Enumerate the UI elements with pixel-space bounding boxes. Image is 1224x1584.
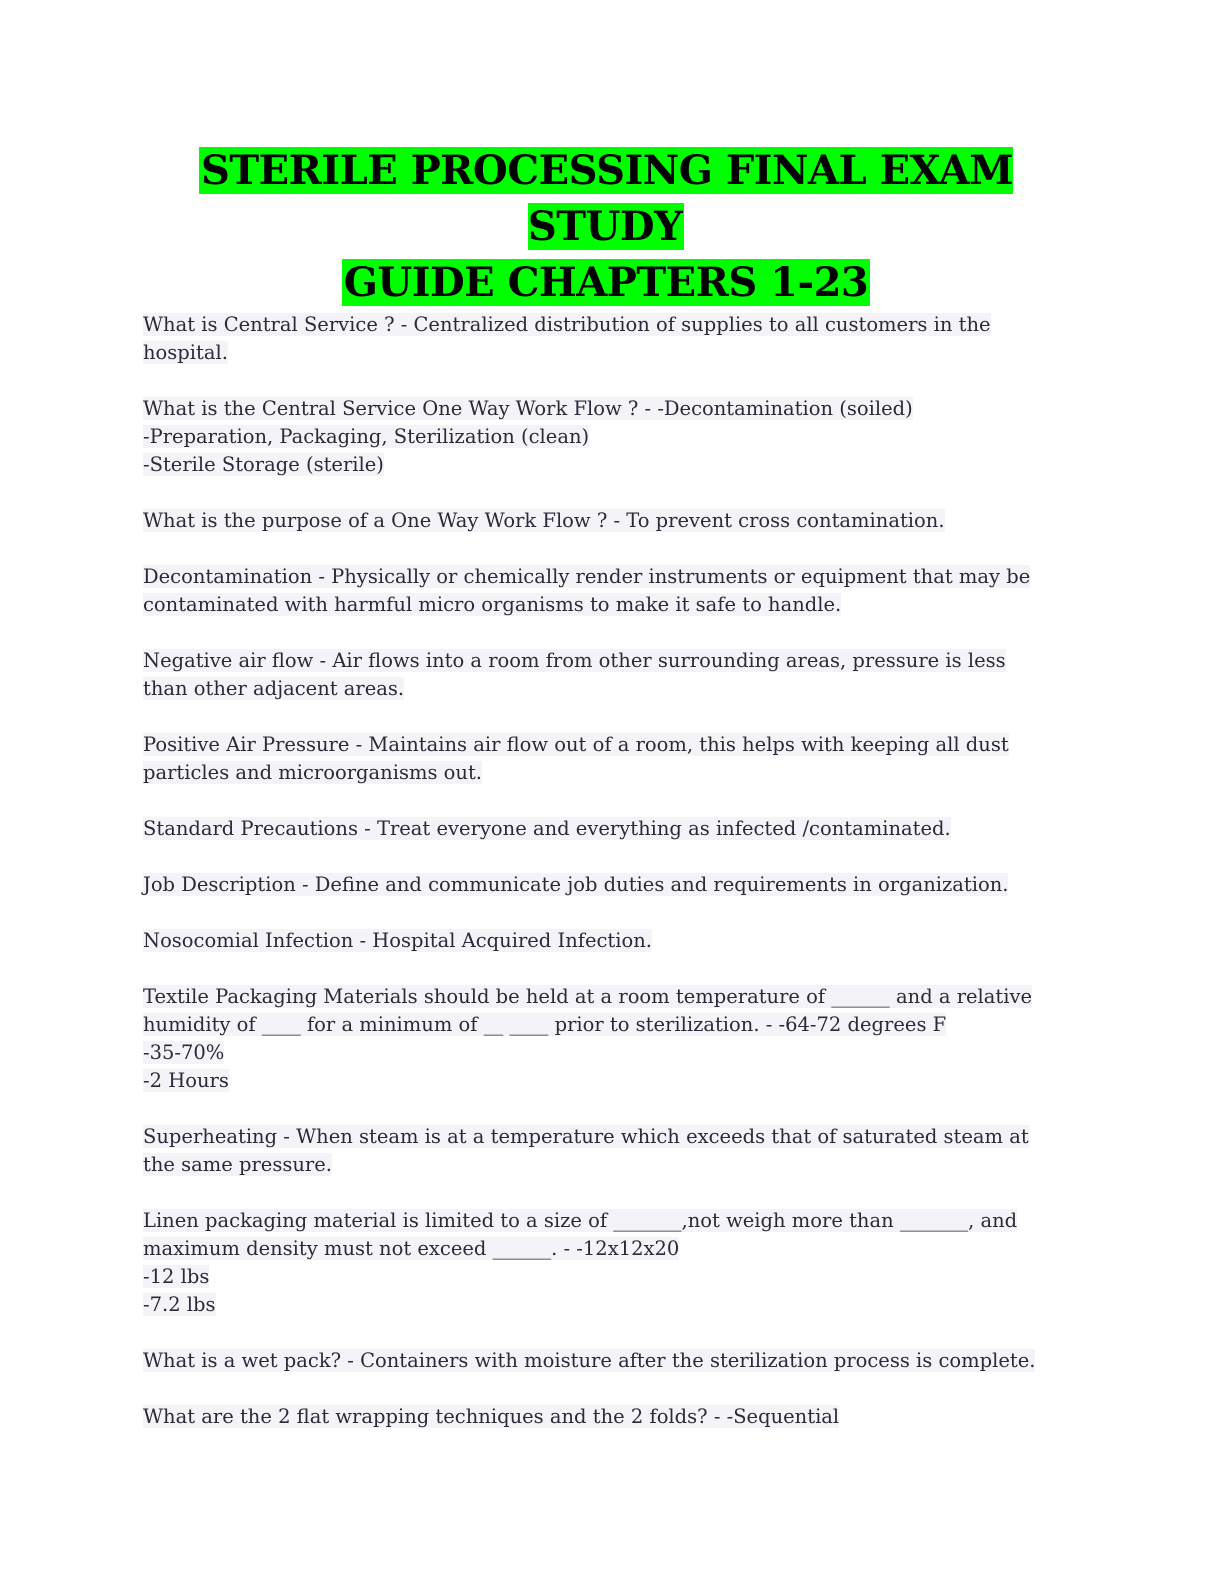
qa-entry-line: [143, 731, 1073, 759]
qa-entry-text: Job Description - Define and communicate job duties and requirements in organization.: [143, 873, 1009, 896]
qa-entry-line: [143, 591, 1073, 619]
qa-entry: [143, 1207, 1073, 1319]
qa-entry-text: maximum density must not exceed ______. - -12x12x20: [143, 1237, 680, 1260]
qa-entry-text: Positive Air Pressure - Maintains air flow out of a room, this helps with keeping all dust: [143, 733, 1009, 756]
qa-entry-text: -12 lbs: [143, 1265, 210, 1288]
qa-entry: [143, 1403, 1073, 1431]
qa-entry-line: [143, 311, 1073, 339]
qa-entry-text: Textile Packaging Materials should be held at a room temperature of ______ and a relative: [143, 985, 1033, 1008]
qa-entry-text: particles and microorganisms out.: [143, 761, 482, 784]
qa-entry-text: What is the purpose of a One Way Work Flow ? - To prevent cross contamination.: [143, 509, 945, 532]
qa-entry-text: contaminated with harmful micro organisms to make it safe to handle.: [143, 593, 842, 616]
qa-entry-line: [143, 339, 1073, 367]
qa-entry: [143, 983, 1073, 1095]
qa-entry: [143, 1123, 1073, 1179]
qa-entry-text: -Preparation, Packaging, Sterilization (clean): [143, 425, 590, 448]
qa-entry-line: [143, 675, 1073, 703]
qa-entry-text: What are the 2 flat wrapping techniques and the 2 folds? - -Sequential: [143, 1405, 840, 1428]
qa-entry-line: [143, 395, 1073, 423]
qa-entry: [143, 871, 1073, 899]
qa-entry-text: the same pressure.: [143, 1153, 332, 1176]
qa-entry-line: [143, 983, 1073, 1011]
qa-entry-text: What is a wet pack? - Containers with moisture after the sterilization process is complete.: [143, 1349, 1036, 1372]
qa-entry-text: Nosocomial Infection - Hospital Acquired Infection.: [143, 929, 652, 952]
qa-entry-line: [143, 1347, 1073, 1375]
qa-entry-text: Decontamination - Physically or chemically render instruments or equipment that may be: [143, 565, 1031, 588]
qa-entry-text: -Sterile Storage (sterile): [143, 453, 384, 476]
study-guide-content: [143, 311, 1073, 1459]
qa-entry-line: [143, 1291, 1073, 1319]
qa-entry: [143, 563, 1073, 619]
qa-entry-line: [143, 815, 1073, 843]
qa-entry-text: than other adjacent areas.: [143, 677, 405, 700]
title-line-1: STERILE PROCESSING FINAL EXAM STUDY: [200, 147, 1014, 250]
qa-entry-line: [143, 1263, 1073, 1291]
qa-entry-line: [143, 1067, 1073, 1095]
qa-entry: [143, 731, 1073, 787]
qa-entry-line: [143, 1235, 1073, 1263]
qa-entry-line: [143, 647, 1073, 675]
qa-entry-line: [143, 759, 1073, 787]
qa-entry-text: Linen packaging material is limited to a size of _______,not weigh more than _______, and: [143, 1209, 1018, 1232]
qa-entry-line: [143, 563, 1073, 591]
qa-entry-line: [143, 1403, 1073, 1431]
qa-entry: [143, 927, 1073, 955]
qa-entry: [143, 647, 1073, 703]
qa-entry: [143, 395, 1073, 479]
qa-entry-text: -35-70%: [143, 1041, 225, 1064]
qa-entry: [143, 1347, 1073, 1375]
qa-entry-line: [143, 507, 1073, 535]
qa-entry-line: [143, 1151, 1073, 1179]
qa-entry-line: [143, 927, 1073, 955]
qa-entry: [143, 815, 1073, 843]
qa-entry: [143, 507, 1073, 535]
qa-entry-line: [143, 1039, 1073, 1067]
qa-entry-text: What is the Central Service One Way Work Flow ? - -Decontamination (soiled): [143, 397, 913, 420]
qa-entry-text: -7.2 lbs: [143, 1293, 216, 1316]
qa-entry-line: [143, 871, 1073, 899]
qa-entry-text: hospital.: [143, 341, 228, 364]
qa-entry-line: [143, 451, 1073, 479]
title-line-2: GUIDE CHAPTERS 1-23: [343, 259, 869, 306]
qa-entry-text: Superheating - When steam is at a temperature which exceeds that of saturated steam at: [143, 1125, 1029, 1148]
qa-entry-text: Standard Precautions - Treat everyone and everything as infected /contaminated.: [143, 817, 951, 840]
qa-entry-text: What is Central Service ? - Centralized distribution of supplies to all customers in the: [143, 313, 991, 336]
qa-entry-text: humidity of ____ for a minimum of __ ____ prior to sterilization. - -64-72 degrees F: [143, 1013, 947, 1036]
document-title: [130, 143, 1082, 311]
qa-entry-line: [143, 1207, 1073, 1235]
qa-entry-line: [143, 1011, 1073, 1039]
qa-entry-line: [143, 423, 1073, 451]
qa-entry-text: -2 Hours: [143, 1069, 229, 1092]
qa-entry-line: [143, 1123, 1073, 1151]
qa-entry: [143, 311, 1073, 367]
qa-entry-text: Negative air flow - Air flows into a room from other surrounding areas, pressure is less: [143, 649, 1006, 672]
